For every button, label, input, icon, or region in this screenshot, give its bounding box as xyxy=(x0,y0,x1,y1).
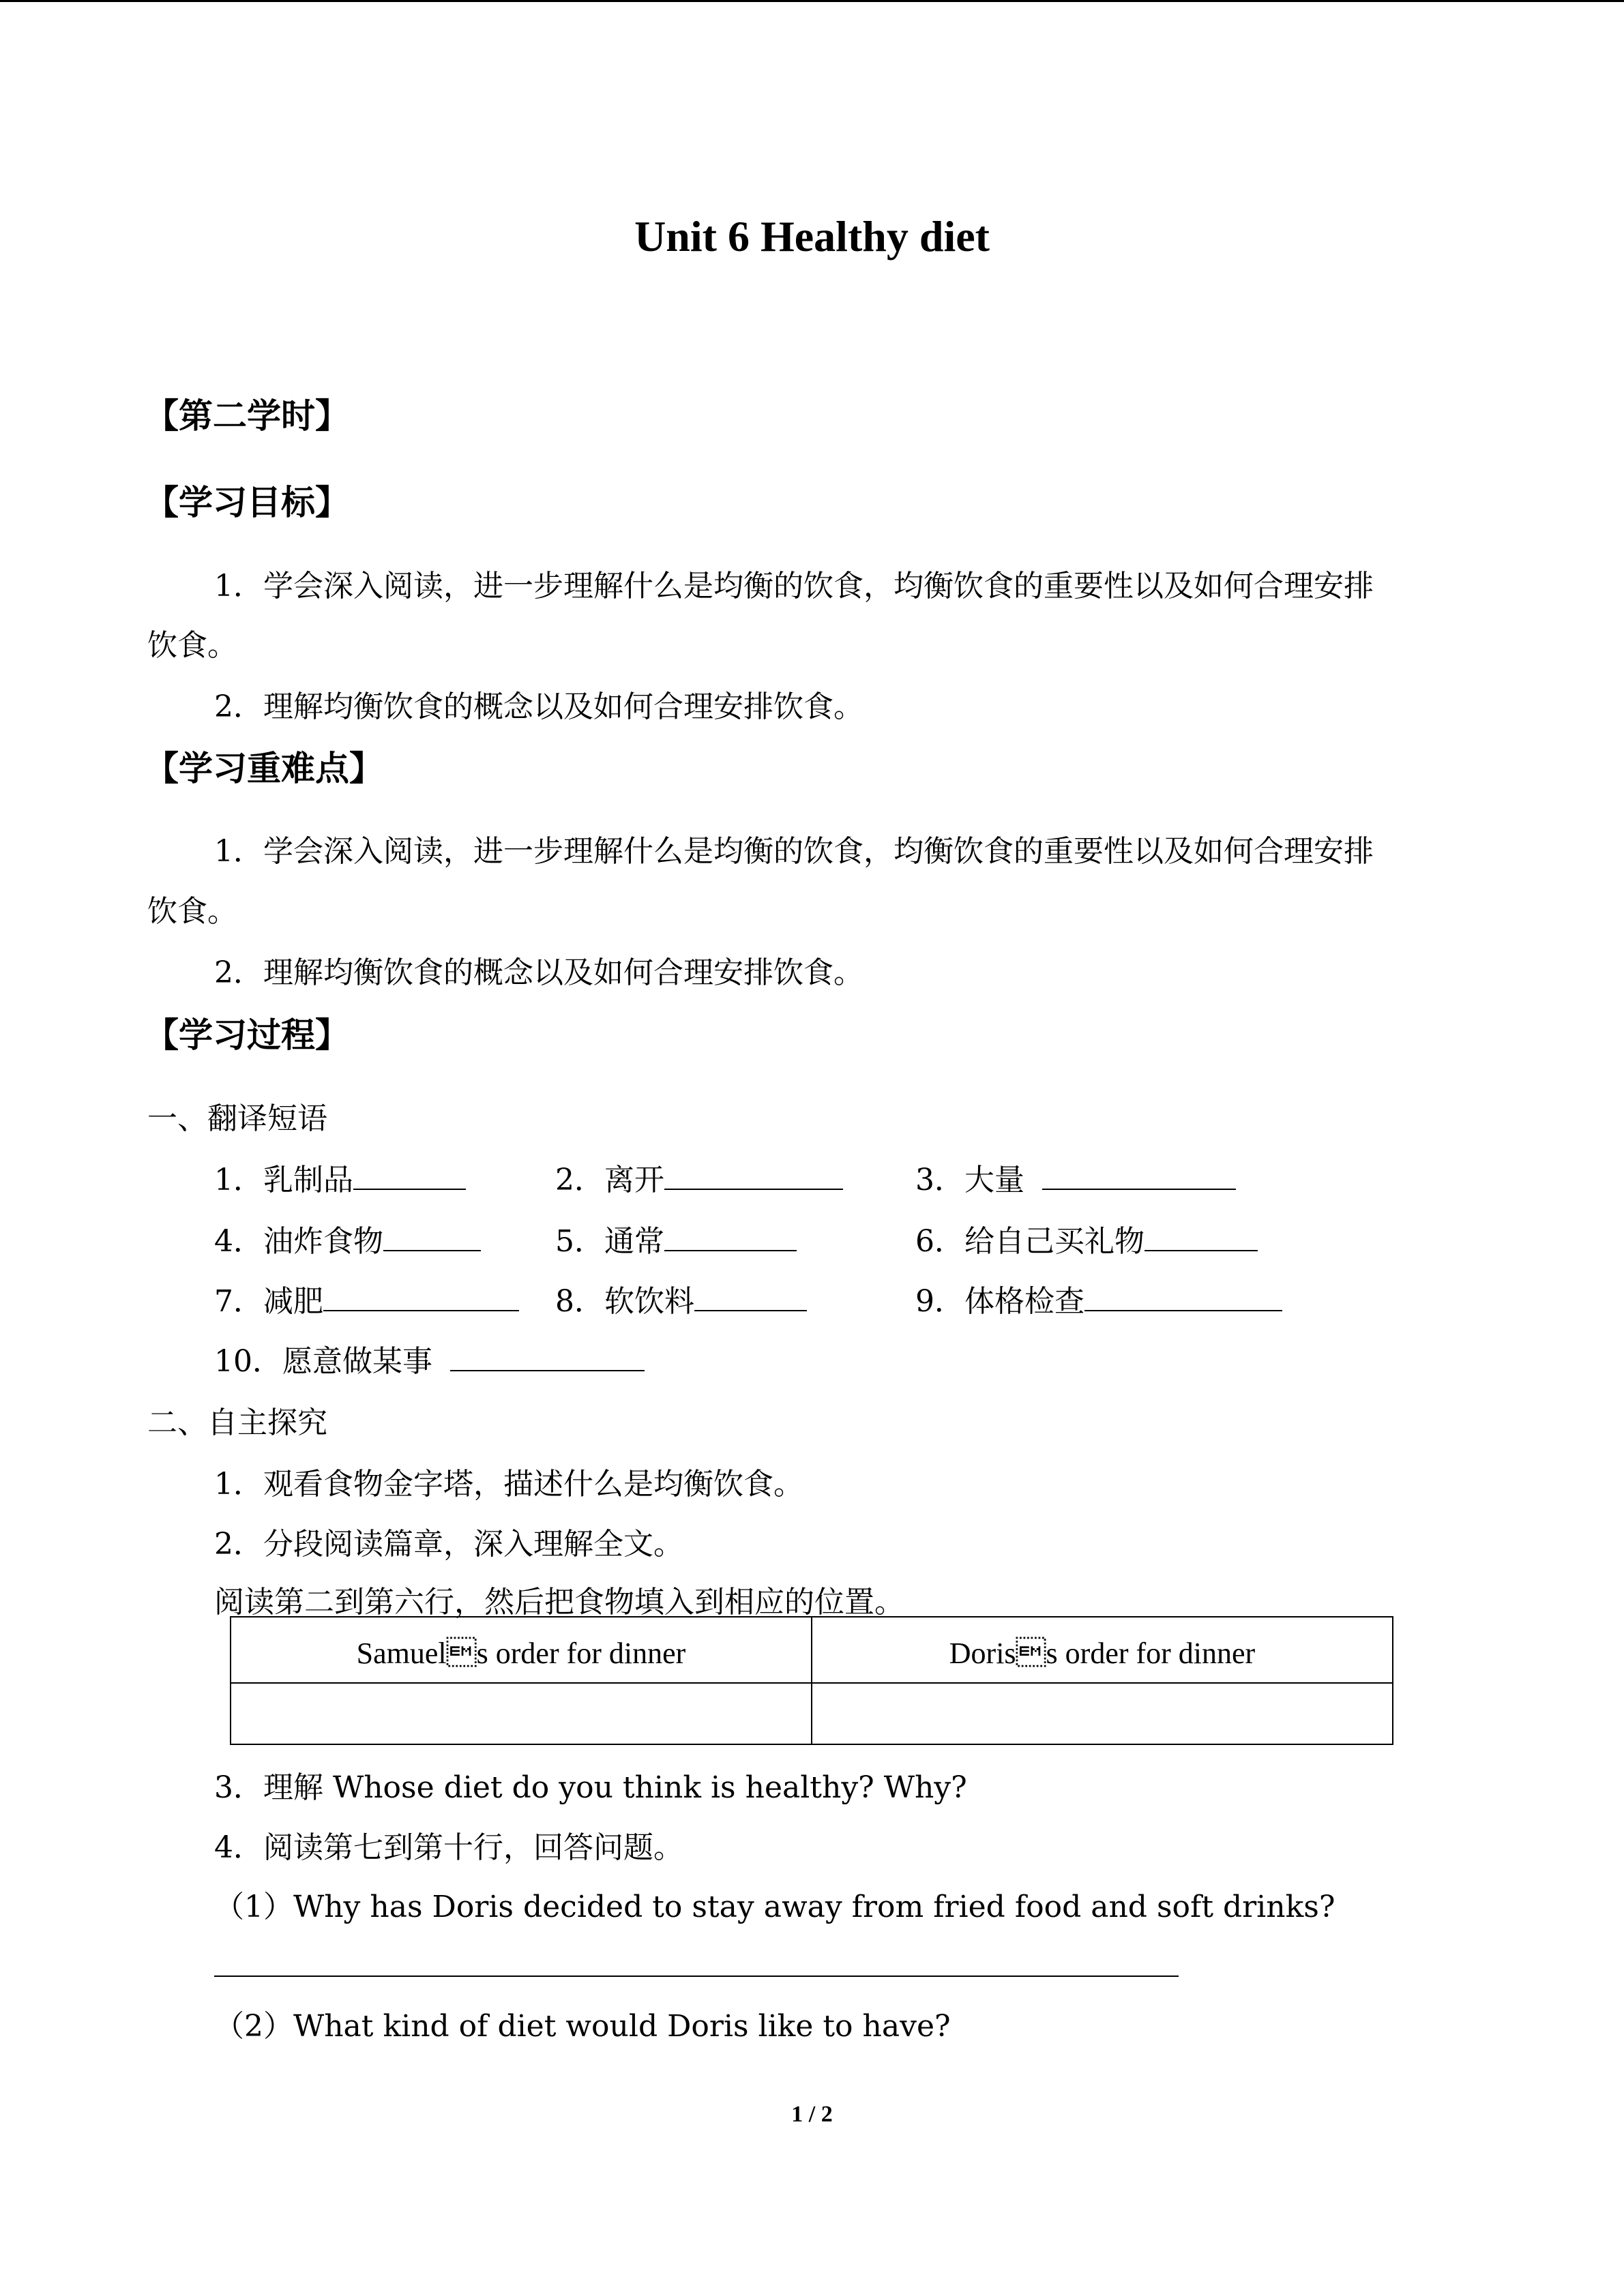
fill-in-blank[interactable] xyxy=(1145,1223,1258,1251)
phrase-item xyxy=(214,1217,481,1260)
part2-label: 二、自主探究 xyxy=(147,1405,327,1440)
phrase-text: 3．大量 xyxy=(915,1163,1024,1197)
key-point-item-2: 2．理解均衡饮食的概念以及如何合理安排饮食。 xyxy=(214,955,863,990)
process-heading: 【学习过程】 xyxy=(145,1015,349,1055)
phrase-text: 1．乳制品 xyxy=(214,1163,353,1197)
part1-label: 一、翻译短语 xyxy=(147,1101,327,1136)
phrase-text: 9．体格检查 xyxy=(915,1284,1084,1319)
fill-in-blank[interactable] xyxy=(353,1161,466,1190)
key-point-item-1-line-1: 1．学会深入阅读，进一步理解什么是均衡的饮食，均衡饮食的重要性以及如何合理安排 xyxy=(214,834,1374,869)
page-top-border xyxy=(0,0,1624,2)
fill-in-blank[interactable] xyxy=(450,1343,645,1371)
table-header-doris: Doriss order for dinner xyxy=(812,1617,1393,1683)
fill-in-blank[interactable] xyxy=(1042,1161,1236,1190)
phrase-text: 8．软饮料 xyxy=(555,1284,694,1319)
part2-step-2-instruction: 阅读第二到第六行，然后把食物填入到相应的位置。 xyxy=(214,1585,904,1620)
objective-item-1-line-2: 饮食。 xyxy=(147,628,237,663)
question-2: （2）What kind of diet would Doris like to have? xyxy=(214,2009,951,2044)
phrase-item xyxy=(555,1277,807,1320)
phrase-item xyxy=(214,1155,466,1199)
page-title: Unit 6 Healthy diet xyxy=(634,212,990,260)
phrase-text: 7．减肥 xyxy=(214,1284,323,1319)
key-points-heading: 【学习重难点】 xyxy=(145,749,383,788)
phrase-item xyxy=(555,1155,843,1199)
answer-line[interactable] xyxy=(214,1976,1179,1977)
objective-item-2: 2．理解均衡饮食的概念以及如何合理安排饮食。 xyxy=(214,689,863,724)
part2-step-2: 2．分段阅读篇章，深入理解全文。 xyxy=(214,1527,683,1562)
page-number: 1 / 2 xyxy=(791,2102,833,2127)
phrase-item xyxy=(915,1217,1258,1260)
phrase-item xyxy=(555,1217,797,1260)
phrase-text: 5．通常 xyxy=(555,1224,664,1259)
objectives-heading: 【学习目标】 xyxy=(145,483,349,522)
part2-step-4: 4．阅读第七到第十行，回答问题。 xyxy=(214,1830,683,1865)
question-1: （1）Why has Doris decided to stay away from fried food and soft drinks? xyxy=(214,1890,1335,1924)
phrase-item xyxy=(915,1277,1282,1320)
phrase-text: 6．给自己买礼物 xyxy=(915,1224,1145,1259)
fill-in-blank[interactable] xyxy=(323,1283,519,1311)
key-point-item-1-line-2: 饮食。 xyxy=(147,894,237,929)
table-header-samuel: Samuels order for dinner xyxy=(231,1617,812,1683)
phrase-item xyxy=(915,1155,1236,1199)
fill-in-blank[interactable] xyxy=(694,1283,807,1311)
dinner-orders-table xyxy=(230,1616,1393,1745)
phrase-text: 2．离开 xyxy=(555,1163,664,1197)
phrase-text: 10．愿意做某事 xyxy=(214,1344,432,1379)
phrase-item xyxy=(214,1337,645,1380)
part2-step-3: 3．理解 Whose diet do you think is healthy? Why? xyxy=(214,1770,967,1805)
objective-item-1-line-1: 1．学会深入阅读，进一步理解什么是均衡的饮食，均衡饮食的重要性以及如何合理安排 xyxy=(214,569,1374,603)
phrase-item xyxy=(214,1277,519,1320)
fill-in-blank[interactable] xyxy=(664,1223,797,1251)
phrase-text: 4．油炸食物 xyxy=(214,1224,383,1259)
table-cell-doris-answer[interactable] xyxy=(812,1683,1393,1744)
fill-in-blank[interactable] xyxy=(1084,1283,1282,1311)
section-period-heading: 【第二学时】 xyxy=(145,396,349,436)
table-cell-samuel-answer[interactable] xyxy=(231,1683,812,1744)
fill-in-blank[interactable] xyxy=(383,1223,481,1251)
part2-step-1: 1．观看食物金字塔，描述什么是均衡饮食。 xyxy=(214,1467,803,1502)
fill-in-blank[interactable] xyxy=(664,1161,843,1190)
